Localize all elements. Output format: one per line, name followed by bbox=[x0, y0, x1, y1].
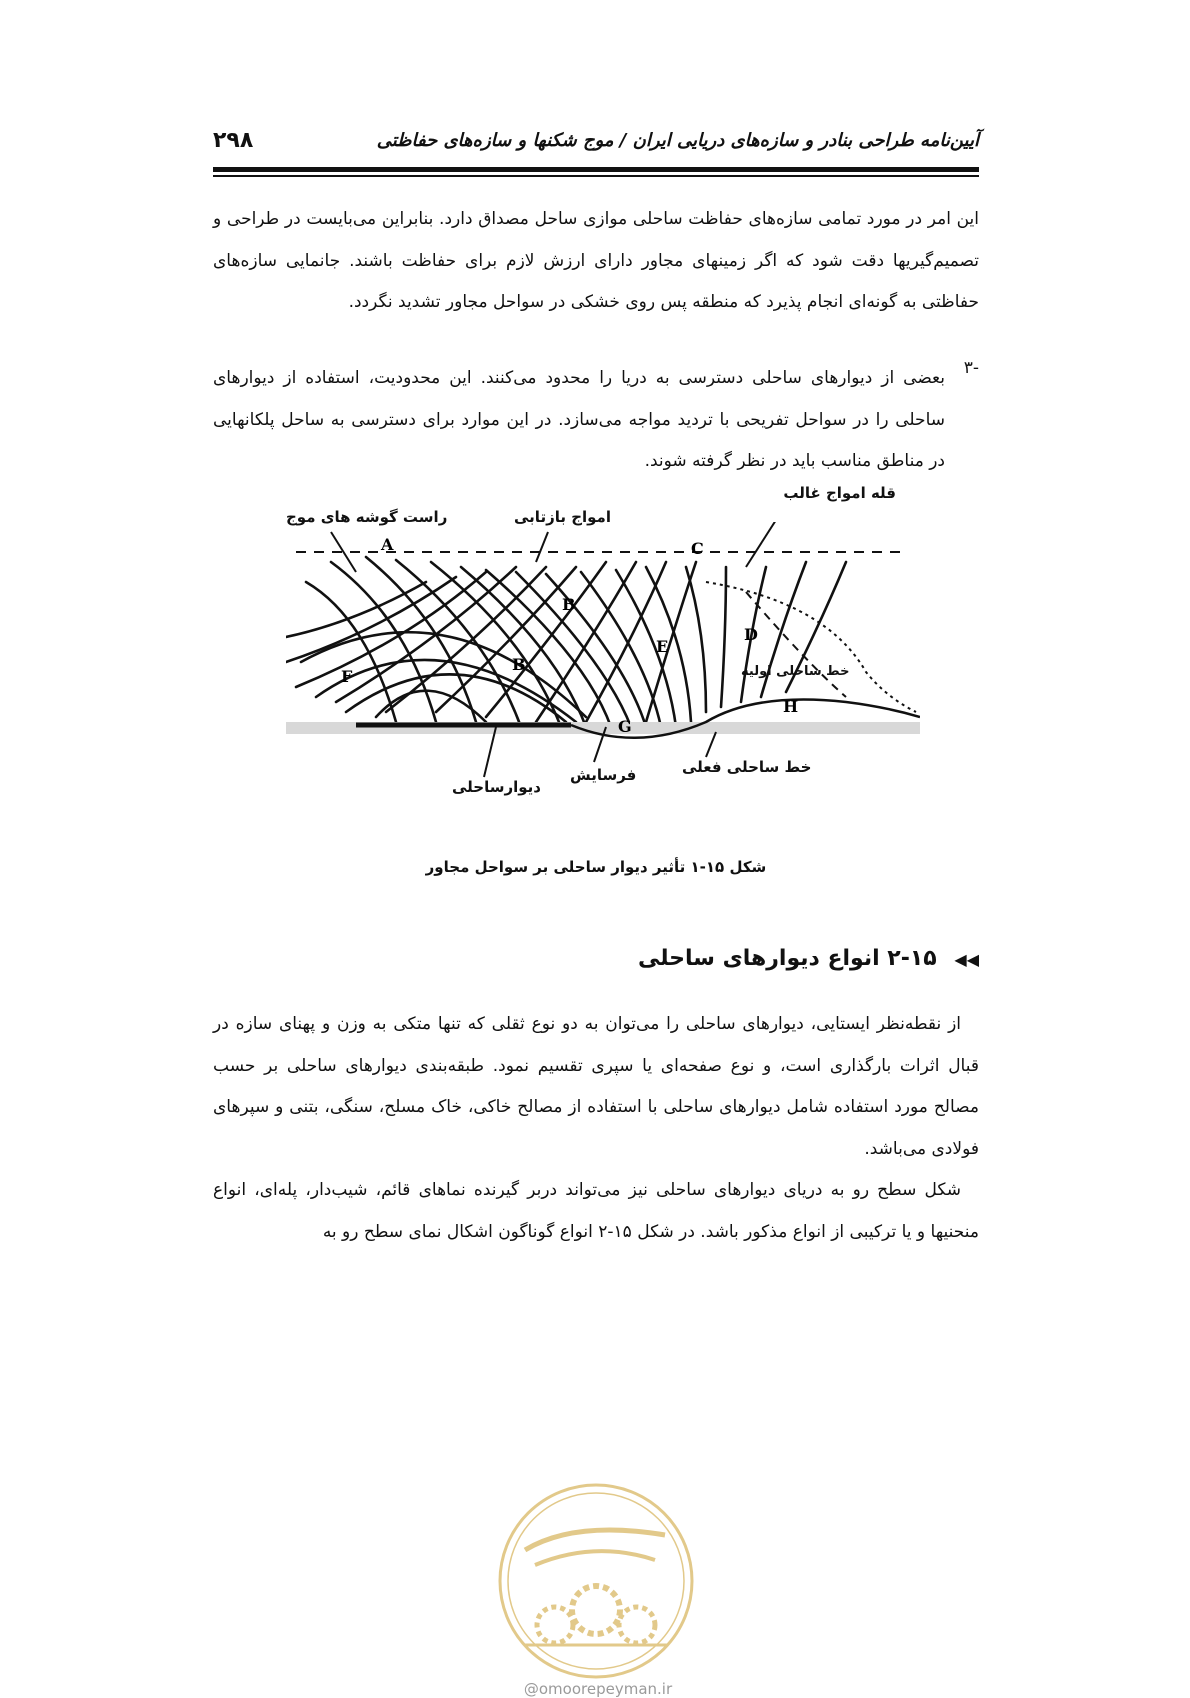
label-wave-orthogonals: راست گوشه های موج bbox=[286, 508, 448, 526]
letter-c: C bbox=[691, 539, 704, 558]
watermark-url-text: omoorepeyman.ir bbox=[538, 1680, 673, 1698]
list-item-number: ۳- bbox=[963, 358, 979, 378]
page-header bbox=[213, 128, 979, 158]
heading-bullet-icon: ◀◀ bbox=[954, 950, 979, 969]
label-crest-dominant-waves: قله امواج غالب bbox=[783, 484, 896, 502]
section-heading bbox=[213, 946, 979, 971]
letter-b-lower: B bbox=[512, 655, 526, 674]
label-seawall: دیوارساحلی bbox=[452, 778, 542, 796]
seawall-figure bbox=[286, 484, 920, 847]
header-rule-thin bbox=[213, 175, 979, 177]
letter-d: D bbox=[744, 625, 758, 644]
watermark-url bbox=[498, 1680, 698, 1698]
watermark-stamp bbox=[495, 1480, 697, 1682]
label-erosion: فرسایش bbox=[570, 766, 637, 784]
list-item-3 bbox=[213, 358, 979, 488]
list-item-text: بعضی از دیوارهای ساحلی دسترسی به دریا را محدود می‌کنند. این محدودیت، استفاده از دیوارهای ساحلی را در سواحل تفریحی با تردید مواجه می‌سازد. در این موارد برای دسترسی به ساحل پلکانهایی در مناطق مناسب باید در نظر گرفته شوند. bbox=[213, 368, 945, 471]
letter-g: G bbox=[618, 717, 632, 736]
letter-b: B bbox=[562, 595, 576, 614]
seawall-diagram bbox=[286, 522, 920, 847]
figure-caption: شکل ۱۵-۱ تأثیر دیوار ساحلی بر سواحل مجاور bbox=[425, 858, 767, 876]
letter-a: A bbox=[381, 535, 394, 554]
running-title: آیین‌نامه طراحی بنادر و سازه‌های دریایی ایران / موج شکنها و سازه‌های حفاظتی bbox=[376, 130, 979, 151]
letter-h: H bbox=[783, 697, 799, 716]
letter-e: E bbox=[656, 637, 669, 656]
label-reflected-waves: امواج بازتابی bbox=[514, 508, 611, 526]
paragraph-3: شکل سطح رو به دریای دیوارهای ساحلی نیز می‌تواند دربر گیرنده نماهای قائم، شیب‌دار، پله‌ای، انواع منحنیها و یا ترکیبی از انواع مذکور باشد. در شکل ۱۵-۲ انواع گوناگون اشکال نمای سطح رو به bbox=[213, 1180, 979, 1242]
label-current-shoreline: خط ساحلی فعلی bbox=[682, 758, 812, 776]
page-number: ۲۹۸ bbox=[213, 128, 254, 153]
section-heading-text: ۲-۱۵ انواع دیوارهای ساحلی bbox=[637, 946, 937, 971]
header-rule-thick bbox=[213, 167, 979, 172]
at-icon: @ bbox=[523, 1680, 539, 1698]
paragraph-2: از نقطه‌نظر ایستایی، دیوارهای ساحلی را می‌توان به دو نوع ثقلی که تنها متکی به وزن و پهنای سازه در قبال اثرات بارگذاری است، و نوع صفحه‌ای یا سپری تقسیم نمود. طبقه‌بندی دیوارهای ساحلی بر حسب مصالح مورد استفاده شامل دیوارهای ساحلی با استفاده از مصالح خاکی، خاک مسلح، سنگی، بتنی و سپرهای فولادی می‌باشد. bbox=[213, 1014, 979, 1159]
watermark-logo-icon bbox=[495, 1480, 697, 1682]
label-initial-shoreline: خط ساحلی اولیه bbox=[741, 664, 850, 679]
letter-f: F bbox=[341, 667, 353, 686]
paragraph-1: این امر در مورد تمامی سازه‌های حفاظت ساحلی موازی ساحل مصداق دارد. بنابراین می‌بایست در طراحی و تصمیم‌گیریها دقت شود که اگر زمینهای مجاور دارای ارزش لازم برای حفاظت باشند. جانمایی سازه‌های حفاظتی به گونه‌ای انجام پذیرد که منطقه پس روی خشکی در سواحل مجاور تشدید نگردد. bbox=[213, 209, 979, 312]
